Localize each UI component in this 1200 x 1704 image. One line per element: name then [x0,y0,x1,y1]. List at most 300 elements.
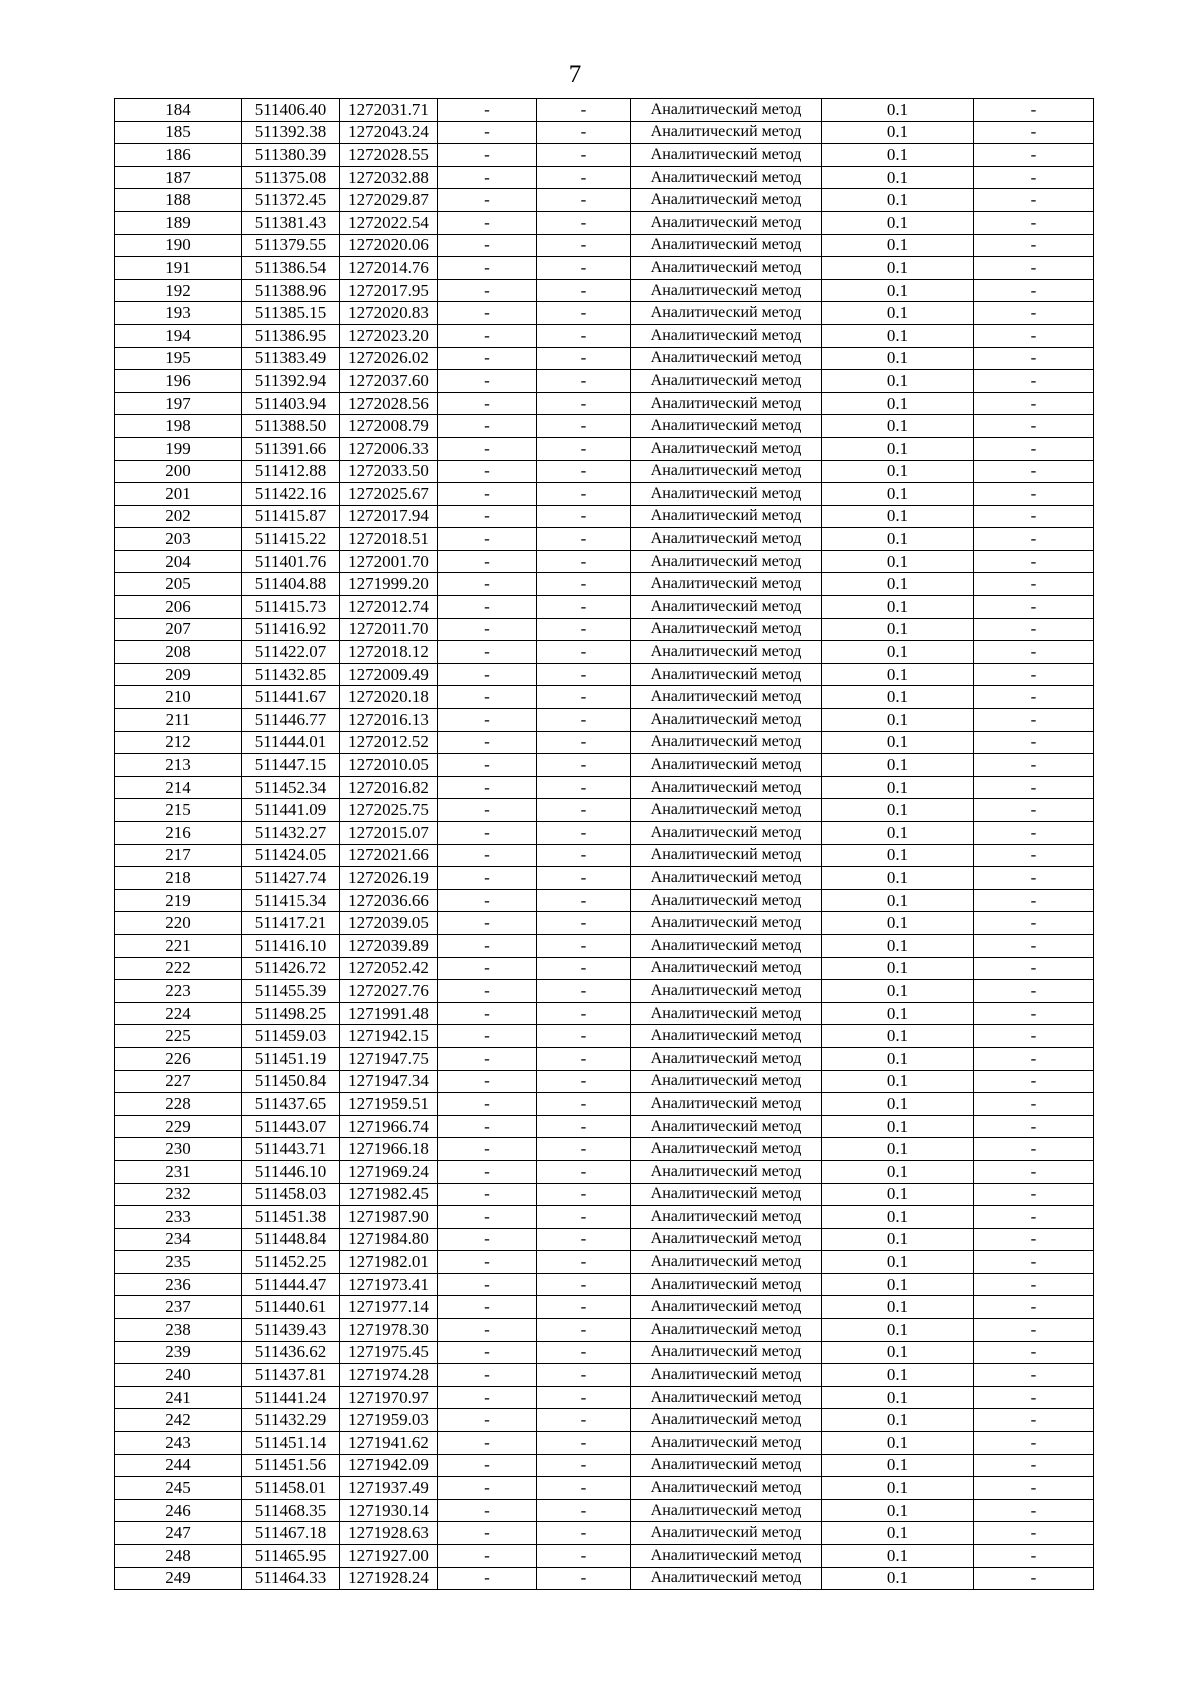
col8-cell: - [974,528,1094,551]
x-coordinate-cell: 511439.43 [242,1319,340,1342]
method-cell: Аналитический метод [631,799,822,822]
point-number-cell: 224 [115,1002,242,1025]
col8-cell: - [974,1409,1094,1432]
method-cell: Аналитический метод [631,1364,822,1387]
col5-cell: - [537,822,631,845]
table-row [115,1499,1094,1522]
col8-cell: - [974,392,1094,415]
x-coordinate-cell: 511427.74 [242,867,340,890]
y-coordinate-cell: 1272006.33 [340,437,438,460]
y-coordinate-cell: 1272014.76 [340,257,438,280]
y-coordinate-cell: 1272010.05 [340,754,438,777]
y-coordinate-cell: 1271973.41 [340,1273,438,1296]
point-number-cell: 249 [115,1567,242,1590]
point-number-cell: 246 [115,1499,242,1522]
col4-cell: - [438,889,537,912]
accuracy-cell: 0.1 [822,709,974,732]
x-coordinate-cell: 511372.45 [242,189,340,212]
y-coordinate-cell: 1272033.50 [340,460,438,483]
point-number-cell: 231 [115,1160,242,1183]
table-row [115,867,1094,890]
table-row [115,1093,1094,1116]
col5-cell: - [537,1228,631,1251]
col4-cell: - [438,550,537,573]
accuracy-cell: 0.1 [822,144,974,167]
accuracy-cell: 0.1 [822,234,974,257]
col4-cell: - [438,211,537,234]
y-coordinate-cell: 1272036.66 [340,889,438,912]
method-cell: Аналитический метод [631,279,822,302]
col5-cell: - [537,641,631,664]
table-row [115,166,1094,189]
point-number-cell: 207 [115,618,242,641]
table-row [115,370,1094,393]
method-cell: Аналитический метод [631,437,822,460]
y-coordinate-cell: 1271999.20 [340,573,438,596]
col5-cell: - [537,889,631,912]
col5-cell: - [537,211,631,234]
col4-cell: - [438,121,537,144]
col5-cell: - [537,460,631,483]
method-cell: Аналитический метод [631,324,822,347]
y-coordinate-cell: 1272028.55 [340,144,438,167]
table-row [115,415,1094,438]
col5-cell: - [537,392,631,415]
y-coordinate-cell: 1271966.74 [340,1115,438,1138]
table-row [115,1386,1094,1409]
method-cell: Аналитический метод [631,166,822,189]
col4-cell: - [438,257,537,280]
accuracy-cell: 0.1 [822,189,974,212]
col8-cell: - [974,1386,1094,1409]
col8-cell: - [974,731,1094,754]
method-cell: Аналитический метод [631,460,822,483]
col4-cell: - [438,347,537,370]
table-row [115,1115,1094,1138]
col4-cell: - [438,912,537,935]
col5-cell: - [537,912,631,935]
col5-cell: - [537,257,631,280]
col4-cell: - [438,867,537,890]
col5-cell: - [537,1273,631,1296]
col8-cell: - [974,754,1094,777]
col4-cell: - [438,370,537,393]
method-cell: Аналитический метод [631,709,822,732]
method-cell: Аналитический метод [631,957,822,980]
col5-cell: - [537,980,631,1003]
col5-cell: - [537,144,631,167]
accuracy-cell: 0.1 [822,302,974,325]
method-cell: Аналитический метод [631,505,822,528]
x-coordinate-cell: 511443.07 [242,1115,340,1138]
table-row [115,1138,1094,1161]
accuracy-cell: 0.1 [822,1454,974,1477]
table-row [115,302,1094,325]
accuracy-cell: 0.1 [822,121,974,144]
col5-cell: - [537,505,631,528]
point-number-cell: 206 [115,596,242,619]
col5-cell: - [537,776,631,799]
method-cell: Аналитический метод [631,1183,822,1206]
x-coordinate-cell: 511450.84 [242,1070,340,1093]
table-row [115,483,1094,506]
table-row [115,980,1094,1003]
accuracy-cell: 0.1 [822,505,974,528]
method-cell: Аналитический метод [631,347,822,370]
method-cell: Аналитический метод [631,392,822,415]
point-number-cell: 186 [115,144,242,167]
x-coordinate-cell: 511386.54 [242,257,340,280]
method-cell: Аналитический метод [631,121,822,144]
y-coordinate-cell: 1272011.70 [340,618,438,641]
col8-cell: - [974,460,1094,483]
col5-cell: - [537,1319,631,1342]
col4-cell: - [438,505,537,528]
point-number-cell: 247 [115,1522,242,1545]
x-coordinate-cell: 511388.96 [242,279,340,302]
col4-cell: - [438,189,537,212]
col8-cell: - [974,302,1094,325]
x-coordinate-cell: 511440.61 [242,1296,340,1319]
method-cell: Аналитический метод [631,1454,822,1477]
col4-cell: - [438,302,537,325]
x-coordinate-cell: 511416.10 [242,934,340,957]
col8-cell: - [974,1545,1094,1568]
col8-cell: - [974,1522,1094,1545]
x-coordinate-cell: 511464.33 [242,1567,340,1590]
table-row [115,731,1094,754]
point-number-cell: 237 [115,1296,242,1319]
point-number-cell: 239 [115,1341,242,1364]
col5-cell: - [537,1025,631,1048]
col5-cell: - [537,686,631,709]
col5-cell: - [537,1341,631,1364]
col8-cell: - [974,121,1094,144]
accuracy-cell: 0.1 [822,1409,974,1432]
x-coordinate-cell: 511415.73 [242,596,340,619]
point-number-cell: 234 [115,1228,242,1251]
accuracy-cell: 0.1 [822,822,974,845]
point-number-cell: 184 [115,99,242,122]
method-cell: Аналитический метод [631,1273,822,1296]
col5-cell: - [537,1138,631,1161]
col8-cell: - [974,686,1094,709]
method-cell: Аналитический метод [631,867,822,890]
col5-cell: - [537,1364,631,1387]
col4-cell: - [438,731,537,754]
point-number-cell: 248 [115,1545,242,1568]
point-number-cell: 244 [115,1454,242,1477]
table-row [115,392,1094,415]
col8-cell: - [974,618,1094,641]
point-number-cell: 232 [115,1183,242,1206]
col4-cell: - [438,1251,537,1274]
col4-cell: - [438,1070,537,1093]
method-cell: Аналитический метод [631,144,822,167]
col8-cell: - [974,1251,1094,1274]
col5-cell: - [537,279,631,302]
point-number-cell: 243 [115,1432,242,1455]
y-coordinate-cell: 1272028.56 [340,392,438,415]
col4-cell: - [438,799,537,822]
col8-cell: - [974,1183,1094,1206]
x-coordinate-cell: 511415.87 [242,505,340,528]
y-coordinate-cell: 1272039.05 [340,912,438,935]
method-cell: Аналитический метод [631,1522,822,1545]
point-number-cell: 238 [115,1319,242,1342]
y-coordinate-cell: 1272037.60 [340,370,438,393]
table-body [115,99,1094,1590]
accuracy-cell: 0.1 [822,483,974,506]
point-number-cell: 210 [115,686,242,709]
x-coordinate-cell: 511412.88 [242,460,340,483]
col4-cell: - [438,1273,537,1296]
point-number-cell: 222 [115,957,242,980]
point-number-cell: 213 [115,754,242,777]
x-coordinate-cell: 511452.25 [242,1251,340,1274]
point-number-cell: 233 [115,1206,242,1229]
col4-cell: - [438,460,537,483]
accuracy-cell: 0.1 [822,1341,974,1364]
col8-cell: - [974,1499,1094,1522]
col4-cell: - [438,1522,537,1545]
y-coordinate-cell: 1272031.71 [340,99,438,122]
col5-cell: - [537,1432,631,1455]
col5-cell: - [537,550,631,573]
accuracy-cell: 0.1 [822,415,974,438]
col5-cell: - [537,709,631,732]
point-number-cell: 221 [115,934,242,957]
col8-cell: - [974,867,1094,890]
col5-cell: - [537,99,631,122]
method-cell: Аналитический метод [631,1567,822,1590]
y-coordinate-cell: 1272020.18 [340,686,438,709]
y-coordinate-cell: 1271941.62 [340,1432,438,1455]
y-coordinate-cell: 1272021.66 [340,844,438,867]
y-coordinate-cell: 1271978.30 [340,1319,438,1342]
col5-cell: - [537,663,631,686]
x-coordinate-cell: 511379.55 [242,234,340,257]
method-cell: Аналитический метод [631,1160,822,1183]
col4-cell: - [438,483,537,506]
col4-cell: - [438,776,537,799]
accuracy-cell: 0.1 [822,596,974,619]
col4-cell: - [438,573,537,596]
x-coordinate-cell: 511465.95 [242,1545,340,1568]
x-coordinate-cell: 511380.39 [242,144,340,167]
point-number-cell: 199 [115,437,242,460]
point-number-cell: 187 [115,166,242,189]
y-coordinate-cell: 1272022.54 [340,211,438,234]
x-coordinate-cell: 511451.19 [242,1047,340,1070]
col8-cell: - [974,324,1094,347]
col8-cell: - [974,1273,1094,1296]
table-row [115,1070,1094,1093]
accuracy-cell: 0.1 [822,934,974,957]
y-coordinate-cell: 1271947.75 [340,1047,438,1070]
col8-cell: - [974,257,1094,280]
table-row [115,934,1094,957]
x-coordinate-cell: 511446.10 [242,1160,340,1183]
table-row [115,505,1094,528]
point-number-cell: 240 [115,1364,242,1387]
table-row [115,528,1094,551]
y-coordinate-cell: 1272025.67 [340,483,438,506]
col4-cell: - [438,709,537,732]
x-coordinate-cell: 511498.25 [242,1002,340,1025]
table-row [115,1432,1094,1455]
point-number-cell: 197 [115,392,242,415]
x-coordinate-cell: 511458.03 [242,1183,340,1206]
col4-cell: - [438,392,537,415]
point-number-cell: 211 [115,709,242,732]
accuracy-cell: 0.1 [822,663,974,686]
col5-cell: - [537,934,631,957]
y-coordinate-cell: 1271959.51 [340,1093,438,1116]
col5-cell: - [537,844,631,867]
y-coordinate-cell: 1271991.48 [340,1002,438,1025]
x-coordinate-cell: 511417.21 [242,912,340,935]
table-row [115,1228,1094,1251]
table-row [115,1296,1094,1319]
accuracy-cell: 0.1 [822,1477,974,1500]
x-coordinate-cell: 511406.40 [242,99,340,122]
method-cell: Аналитический метод [631,257,822,280]
col8-cell: - [974,641,1094,664]
col4-cell: - [438,1138,537,1161]
x-coordinate-cell: 511458.01 [242,1477,340,1500]
point-number-cell: 205 [115,573,242,596]
col4-cell: - [438,618,537,641]
table-row [115,957,1094,980]
table-row [115,889,1094,912]
table-row [115,121,1094,144]
col8-cell: - [974,1093,1094,1116]
y-coordinate-cell: 1272017.94 [340,505,438,528]
table-row [115,460,1094,483]
x-coordinate-cell: 511415.34 [242,889,340,912]
method-cell: Аналитический метод [631,1296,822,1319]
col5-cell: - [537,754,631,777]
method-cell: Аналитический метод [631,189,822,212]
col5-cell: - [537,1070,631,1093]
y-coordinate-cell: 1272027.76 [340,980,438,1003]
col5-cell: - [537,324,631,347]
x-coordinate-cell: 511375.08 [242,166,340,189]
accuracy-cell: 0.1 [822,1319,974,1342]
x-coordinate-cell: 511441.09 [242,799,340,822]
y-coordinate-cell: 1271977.14 [340,1296,438,1319]
table-row [115,844,1094,867]
accuracy-cell: 0.1 [822,550,974,573]
accuracy-cell: 0.1 [822,1115,974,1138]
x-coordinate-cell: 511432.29 [242,1409,340,1432]
y-coordinate-cell: 1272018.51 [340,528,438,551]
x-coordinate-cell: 511451.14 [242,1432,340,1455]
point-number-cell: 235 [115,1251,242,1274]
point-number-cell: 202 [115,505,242,528]
method-cell: Аналитический метод [631,1025,822,1048]
y-coordinate-cell: 1271927.00 [340,1545,438,1568]
method-cell: Аналитический метод [631,889,822,912]
col5-cell: - [537,1409,631,1432]
coordinates-table [114,98,1094,1590]
point-number-cell: 200 [115,460,242,483]
col5-cell: - [537,618,631,641]
accuracy-cell: 0.1 [822,166,974,189]
col4-cell: - [438,663,537,686]
table-row [115,1183,1094,1206]
col5-cell: - [537,1477,631,1500]
point-number-cell: 208 [115,641,242,664]
x-coordinate-cell: 511424.05 [242,844,340,867]
point-number-cell: 212 [115,731,242,754]
table-row [115,437,1094,460]
x-coordinate-cell: 511441.67 [242,686,340,709]
col5-cell: - [537,1454,631,1477]
col4-cell: - [438,1499,537,1522]
method-cell: Аналитический метод [631,1409,822,1432]
table-row [115,1025,1094,1048]
table-row [115,1545,1094,1568]
method-cell: Аналитический метод [631,844,822,867]
col5-cell: - [537,1160,631,1183]
col4-cell: - [438,754,537,777]
y-coordinate-cell: 1272029.87 [340,189,438,212]
y-coordinate-cell: 1271947.34 [340,1070,438,1093]
col8-cell: - [974,189,1094,212]
col5-cell: - [537,347,631,370]
x-coordinate-cell: 511385.15 [242,302,340,325]
x-coordinate-cell: 511386.95 [242,324,340,347]
method-cell: Аналитический метод [631,483,822,506]
col4-cell: - [438,1206,537,1229]
col8-cell: - [974,1206,1094,1229]
col4-cell: - [438,234,537,257]
point-number-cell: 193 [115,302,242,325]
point-number-cell: 245 [115,1477,242,1500]
y-coordinate-cell: 1272043.24 [340,121,438,144]
col8-cell: - [974,234,1094,257]
y-coordinate-cell: 1272025.75 [340,799,438,822]
table-row [115,686,1094,709]
y-coordinate-cell: 1272017.95 [340,279,438,302]
table-row [115,144,1094,167]
col8-cell: - [974,437,1094,460]
y-coordinate-cell: 1271982.45 [340,1183,438,1206]
y-coordinate-cell: 1271928.63 [340,1522,438,1545]
point-number-cell: 185 [115,121,242,144]
method-cell: Аналитический метод [631,618,822,641]
col8-cell: - [974,1296,1094,1319]
table-row [115,1454,1094,1477]
x-coordinate-cell: 511444.47 [242,1273,340,1296]
col8-cell: - [974,1115,1094,1138]
accuracy-cell: 0.1 [822,1160,974,1183]
accuracy-cell: 0.1 [822,641,974,664]
accuracy-cell: 0.1 [822,279,974,302]
point-number-cell: 217 [115,844,242,867]
x-coordinate-cell: 511426.72 [242,957,340,980]
table-row [115,1364,1094,1387]
accuracy-cell: 0.1 [822,573,974,596]
method-cell: Аналитический метод [631,1251,822,1274]
table-row [115,1047,1094,1070]
y-coordinate-cell: 1271942.15 [340,1025,438,1048]
col8-cell: - [974,1070,1094,1093]
table-row [115,754,1094,777]
col5-cell: - [537,121,631,144]
